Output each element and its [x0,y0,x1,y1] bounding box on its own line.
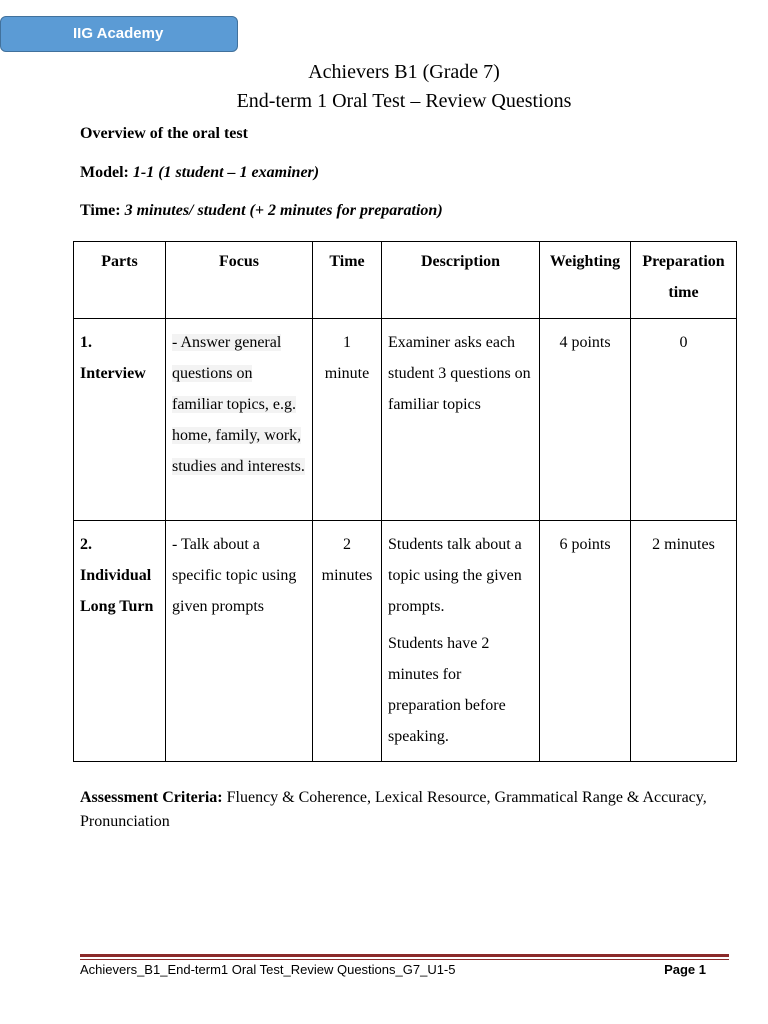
criteria-text: Fluency & Coherence, Lexical Resource, Grammatical Range & Accuracy, Pronunciation [80,789,707,830]
description-paragraph: Students have 2 minutes for preparation before speaking. [388,635,506,745]
criteria-label: Assessment Criteria: [80,789,223,806]
cell-preparation: 2 minutes [631,521,737,762]
document-subtitle: End-term 1 Oral Test – Review Questions [236,90,572,112]
time-value: 3 minutes/ student (+ 2 minutes for preparation) [124,202,443,219]
page-number: Page 1 [664,962,706,977]
header-time: Time [313,242,382,319]
table-row [74,319,737,521]
cell-focus: - Talk about a specific topic using given prompts [166,521,313,762]
cell-time: 1 minute [313,319,382,521]
document-title: Achievers B1 (Grade 7) [308,61,500,83]
model-value: 1-1 (1 student – 1 examiner) [132,164,320,181]
model-label: Model: [80,164,129,181]
description-paragraph: Students talk about a topic using the given prompts. [388,536,522,615]
overview-heading: Overview of the oral test [80,125,248,142]
time-label: Time: [80,202,121,219]
cell-weighting: 6 points [540,521,631,762]
footer-rule-thin [80,959,729,960]
header-description: Description [382,242,540,319]
cell-preparation: 0 [631,319,737,521]
time-line [80,202,443,220]
table-row [74,521,737,762]
cell-description [382,319,540,521]
header-parts: Parts [74,242,166,319]
cell-weighting: 4 points [540,319,631,521]
focus-text: - Answer general questions on familiar topics, e.g. home, family, work, studies and interests. [172,334,305,475]
header-focus: Focus [166,242,313,319]
model-line [80,164,319,182]
header-weighting: Weighting [540,242,631,319]
brand-badge: IIG Academy [0,16,238,52]
header-preparation-time: Preparation time [631,242,737,319]
table-header-row [74,242,737,319]
cell-part: 2. Individual Long Turn [74,521,166,762]
cell-time: 2 minutes [313,521,382,762]
footer-rule [80,954,729,957]
description-paragraph: Examiner asks each student 3 questions on familiar topics [388,334,531,413]
oral-test-table [73,241,737,762]
cell-description [382,521,540,762]
footer-document-name: Achievers_B1_End-term1 Oral Test_Review Questions_G7_U1-5 [80,962,456,977]
cell-focus [166,319,313,521]
cell-part: 1. Interview [74,319,166,521]
assessment-criteria [80,786,720,834]
